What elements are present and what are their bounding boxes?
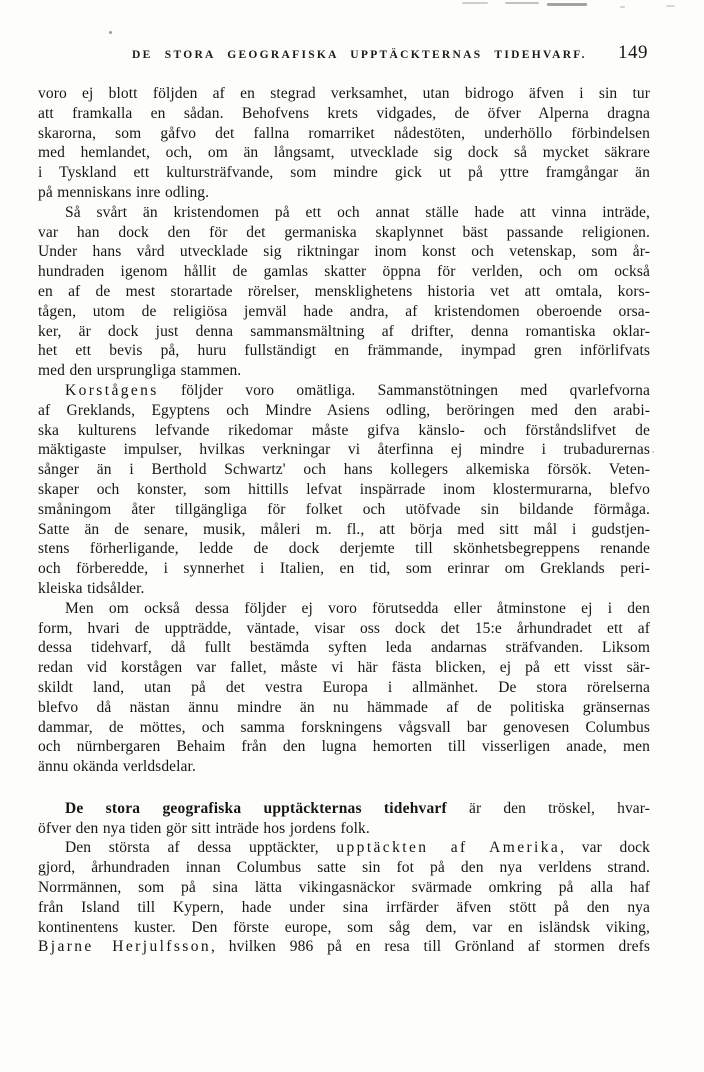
text-segment: form, hvari de uppträdde, väntade, visar oss dock det 15:e århundradet ett af: [38, 619, 650, 637]
text-line: [38, 638, 650, 658]
text-segment: med hemlandet, och, om än långsamt, utvecklade sig dock så mycket säkrare: [38, 144, 650, 162]
scan-artifact: [109, 31, 112, 34]
text-segment: från Island till Kypern, hade under sina irrfärder äfven stött på den nya: [38, 898, 650, 916]
scan-artifact: [652, 451, 654, 453]
text-line: [38, 520, 650, 540]
running-title: DE STORA GEOGRAFISKA UPPTÄCKTERNAS TIDEHVARF.: [132, 49, 587, 61]
text-segment: redan vid korstågen var fallet, måste vi här fästa blicken, ej på ett visst sär-: [38, 659, 650, 677]
text-segment: att framkalla en sådan. Behofvens krets vidgades, de öfver Alperna dragna: [38, 104, 650, 122]
text-line: [38, 381, 650, 401]
text-line: [38, 858, 650, 878]
emphasized-phrase: upptäckten af Amerika: [336, 839, 561, 857]
paragraph: [38, 799, 650, 839]
text-segment: var han dock den för det germaniska skaplynnet bäst passande religionen.: [38, 223, 650, 241]
text-segment: Den största af dessa upptäckter,: [65, 839, 337, 857]
text-segment: stens förherligande, ledde de dock derjemte till skönhetsbegreppens renande: [38, 540, 650, 558]
emphasized-phrase: Bjarne Herjulfsson: [38, 938, 212, 956]
text-segment: , hvilken 986 på en resa till Grönland af stormen drefs: [211, 938, 650, 956]
text-line: [38, 341, 650, 361]
text-segment: blefvo då nästan ännu mindre än nu hämmade af de politiska gränsernas: [38, 698, 650, 716]
text-line: [38, 104, 650, 124]
text-line: [38, 124, 650, 144]
text-segment: mäktigaste impulser, hvilkas verkningar vi återfinna ej mindre i trubadurernas: [38, 441, 650, 459]
text-segment: Men om också dessa följder ej voro förutsedda eller åtminstone ej i den: [65, 599, 650, 617]
text-line: [38, 401, 650, 421]
text-line: [38, 937, 650, 957]
text-segment: Så svårt än kristendomen på ett och annat ställe hade att vinna inträde,: [65, 203, 650, 221]
text-line: [38, 698, 650, 718]
text-line: [38, 500, 650, 520]
text-line: [38, 718, 650, 738]
scan-artifact: [620, 6, 625, 8]
text-line: [38, 203, 650, 223]
scan-artifact: [462, 2, 488, 4]
text-segment: dammar, de möttes, och samma forskningens vågsvall bar genovesen Columbus: [38, 718, 650, 736]
text-line: [38, 619, 650, 639]
text-line: [38, 599, 650, 619]
text-segment: , var dock: [560, 839, 650, 857]
text-line: [38, 757, 650, 777]
text-segment: och förberedde, i synnerhet i Italien, en tid, som erinrar om Greklands peri-: [38, 560, 650, 578]
paragraph: [38, 838, 650, 957]
text-segment: Norrmännen, som på sina lätta vikingasnäckor svärmade omkring på alla haf: [38, 879, 650, 897]
text-line: [38, 302, 650, 322]
text-segment: på menniskans inre odling.: [38, 183, 210, 201]
text-line: [38, 799, 650, 819]
scan-artifact: [547, 3, 587, 6]
text-line: [38, 440, 650, 460]
text-segment: voro ej blott följden af en stegrad verksamhet, utan bidrogo äfven i sin tur: [38, 85, 650, 102]
text-segment: dessa tidehvarf, då fullt bestämda syften leda andarnas sträfvanden. Liksom: [38, 639, 650, 657]
text-line: [38, 361, 650, 381]
text-line: [38, 918, 650, 938]
paragraph: [38, 381, 650, 599]
text-line: [38, 480, 650, 500]
text-line: [38, 898, 650, 918]
text-segment: kleiska tidsålder.: [38, 579, 145, 597]
text-line: [38, 322, 650, 342]
text-line: [38, 878, 650, 898]
text-segment: gjord, århundraden innan Columbus satte sin fot på den nya verldens strand.: [38, 859, 650, 877]
text-segment: ska kulturens lefvande rikedomar måste gifva känslo- och förståndslifvet de: [38, 421, 650, 439]
text-segment: ännu okända verldsdelar.: [38, 758, 196, 776]
text-segment: tågen, utom de religiösa jemväl hade andra, af kristendomen oberoende orsa-: [38, 302, 650, 320]
text-segment: i Tyskland ett kultursträfvande, som mindre gick ut på yttre framgångar än: [38, 164, 650, 182]
text-block: [38, 84, 650, 957]
text-segment: öfver den nya tiden gör sitt inträde hos jordens folk.: [38, 819, 370, 837]
text-line: [38, 163, 650, 183]
text-segment: hundraden igenom hållit de gamlas skatter öppna för verlden, och om också: [38, 263, 650, 281]
text-segment: är den tröskel, hvar-: [446, 799, 650, 817]
text-line: [38, 421, 650, 441]
text-segment: följder voro omätliga. Sammanstötningen med qvarlefvorna: [158, 381, 650, 399]
emphasized-phrase: Korstågens: [65, 381, 159, 399]
text-segment: Satte än de senare, musik, måleri m. fl., att börja med sitt mål i gudstjen-: [38, 520, 650, 538]
text-line: [38, 658, 650, 678]
bold-phrase: De stora geografiska upptäckternas tidehvarf: [65, 799, 447, 817]
text-line: [38, 819, 650, 839]
text-segment: skarorna, som gåfvo det fallna romarriket nådestöten, underhöllo förbindelsen: [38, 124, 650, 142]
text-line: [38, 143, 650, 163]
text-segment: med den ursprungliga stammen.: [38, 362, 242, 380]
text-line: [38, 262, 650, 282]
text-segment: sånger än i Berthold Schwartz' och hans kollegers alkemiska försök. Veten-: [38, 461, 650, 479]
text-segment: kontinentens kuster. Den förste europe, som såg dem, var en isländsk viking,: [38, 918, 650, 936]
page-number: 149: [618, 42, 648, 63]
text-line: [38, 84, 650, 104]
text-line: [38, 838, 650, 858]
text-line: [38, 579, 650, 599]
text-line: [38, 678, 650, 698]
text-segment: het ett bevis på, huru fullständigt en främmande, inympad gren införlifvats: [38, 342, 650, 360]
scan-artifact: [666, 5, 675, 7]
page-header: [38, 42, 650, 66]
text-line: [38, 559, 650, 579]
paragraph: [38, 599, 650, 777]
text-line: [38, 539, 650, 559]
paragraph: [38, 203, 650, 381]
text-line: [38, 737, 650, 757]
text-segment: småningom åter tillgängliga för folket och utöfvade sin bildande förmåga.: [38, 500, 650, 518]
text-segment: ker, är dock just denna sammansmältning af drifter, denna romantiska oklar-: [38, 322, 650, 340]
text-segment: skaper och konster, som hittills lefvat inspärrade inom klostermurarna, blefvo: [38, 480, 650, 498]
text-segment: och nürnbergaren Behaim från den lugna hemorten till visserligen anade, men: [38, 738, 650, 756]
text-line: [38, 183, 650, 203]
text-line: [38, 223, 650, 243]
paragraph: [38, 84, 650, 203]
text-segment: en af de mest storartade rörelser, mensklighetens historia vet att omtala, kors-: [38, 282, 650, 300]
text-line: [38, 460, 650, 480]
text-segment: Under hans vård utvecklade sig riktningar inom konst och vetenskap, som år-: [38, 243, 650, 261]
text-segment: af Greklands, Egyptens och Mindre Asiens odling, beröringen med den arabi-: [38, 401, 650, 419]
text-segment: skildt land, utan på det vestra Europa i allmänhet. De stora rörelserna: [38, 678, 650, 696]
scan-artifact: [505, 2, 539, 4]
text-line: [38, 242, 650, 262]
text-line: [38, 282, 650, 302]
